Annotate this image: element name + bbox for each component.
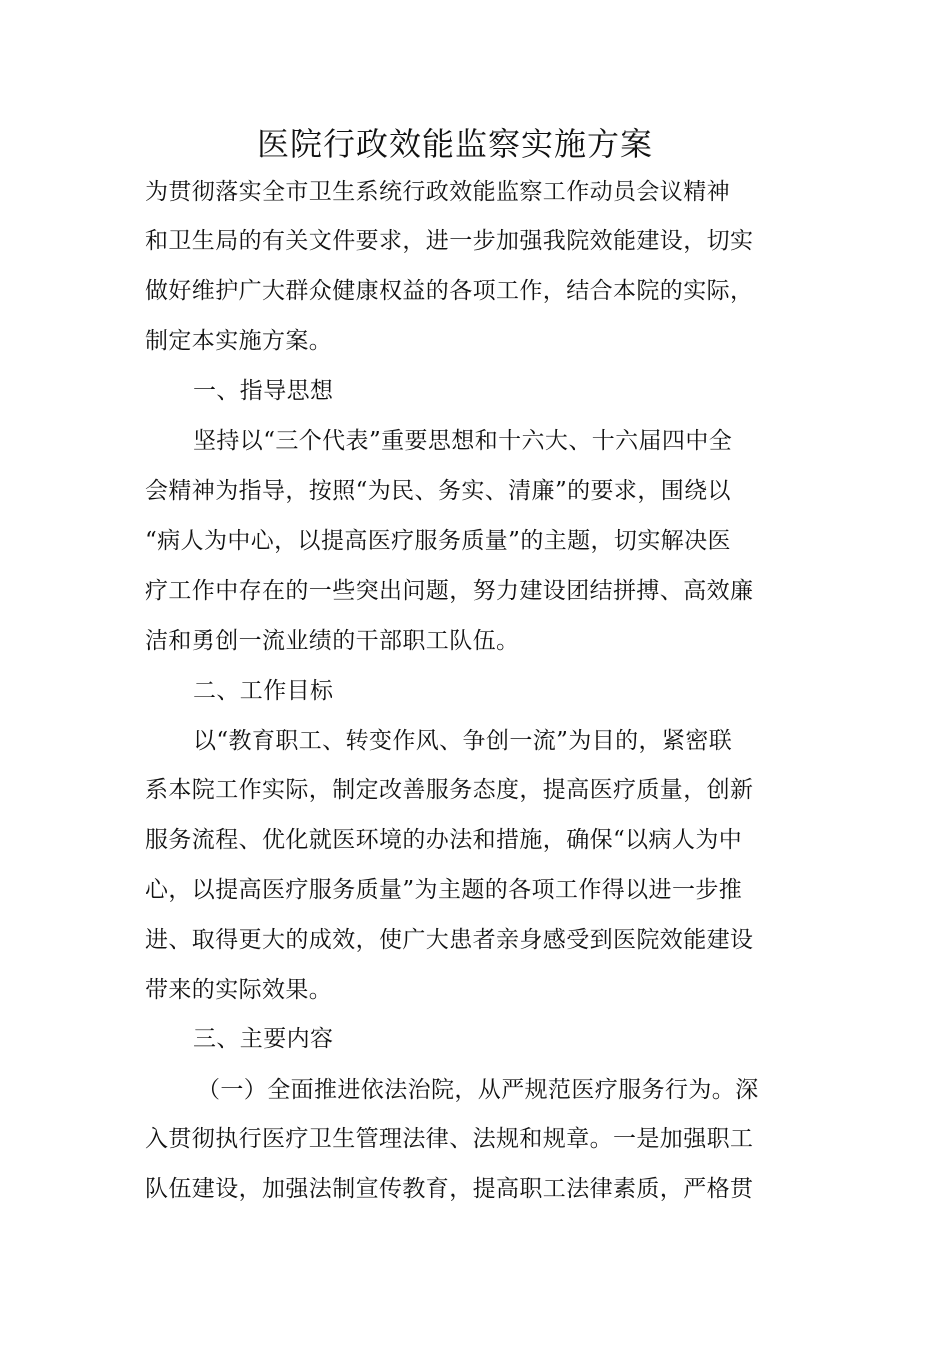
section-2-line-4: 心，以提高医疗服务质量”为主题的各项工作得以进一步推 [145,877,743,903]
section-3-line-1: （一）全面推进依法治院，从严规范医疗服务行为。深 [197,1077,759,1103]
intro-line-3: 做好维护广大群众健康权益的各项工作，结合本院的实际， [145,278,754,304]
section-1-line-5: 洁和勇创一流业绩的干部职工队伍。 [145,628,520,654]
section-3-line-3: 队伍建设，加强法制宣传教育，提高职工法律素质，严格贯 [145,1176,754,1202]
intro-line-4: 制定本实施方案。 [145,328,333,354]
section-3-line-2: 入贯彻执行医疗卫生管理法律、法规和规章。一是加强职工 [145,1126,754,1152]
section-1-line-3: “病人为中心，以提高医疗服务质量”的主题，切实解决医 [145,528,731,554]
intro-line-1: 为贯彻落实全市卫生系统行政效能监察工作动员会议精神 [145,179,730,205]
intro-line-2: 和卫生局的有关文件要求，进一步加强我院效能建设，切实 [145,228,754,254]
section-2-line-1: 以“教育职工、转变作风、争创一流”为目的，紧密联 [193,728,733,754]
section-heading-2: 二、工作目标 [193,678,334,704]
section-2-line-6: 带来的实际效果。 [145,977,333,1003]
section-2-line-5: 进、取得更大的成效，使广大患者亲身感受到医院效能建设 [145,927,754,953]
section-2-line-3: 服务流程、优化就医环境的办法和措施，确保“以病人为中 [145,827,743,853]
section-heading-1: 一、指导思想 [193,378,334,404]
section-1-line-2: 会精神为指导，按照“为民、务实、清廉”的要求，围绕以 [145,478,731,504]
document-title: 医院行政效能监察实施方案 [256,125,653,163]
section-2-line-2: 系本院工作实际，制定改善服务态度，提高医疗质量，创新 [145,777,754,803]
section-1-line-4: 疗工作中存在的一些突出问题，努力建设团结拼搏、高效廉 [145,578,754,604]
section-heading-3: 三、主要内容 [193,1026,334,1052]
section-1-line-1: 坚持以“三个代表”重要思想和十六大、十六届四中全 [193,428,733,454]
